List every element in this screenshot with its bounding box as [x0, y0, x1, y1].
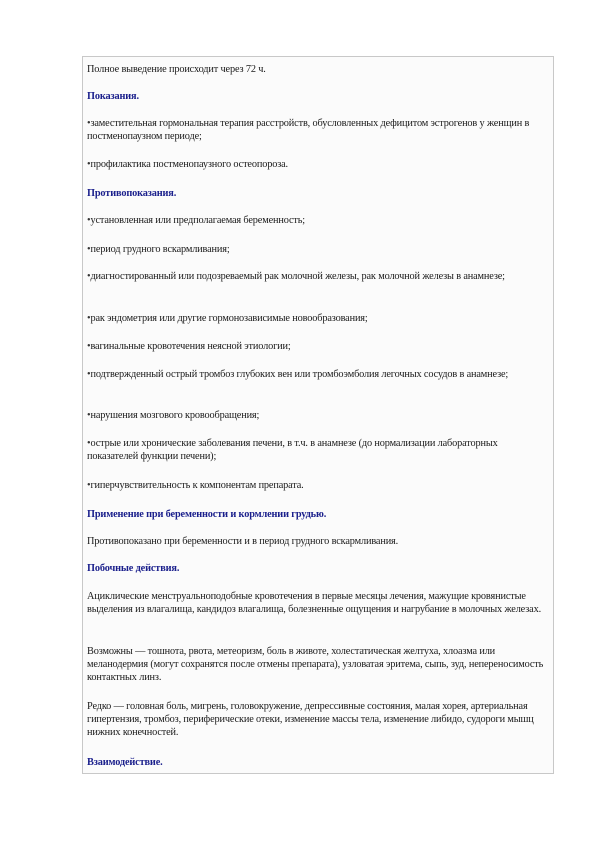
document-panel — [82, 56, 554, 774]
contraindication-item: •диагностированный или подозреваемый рак молочной железы, рак молочной железы в анамнезе; — [87, 271, 505, 282]
contraindication-item: •подтвержденный острый тромбоз глубоких вен или тромбоэмболия легочных сосудов в анамнезе; — [87, 369, 509, 380]
indication-item: •заместительная гормональная терапия расстройств, обусловленных дефицитом эстрогенов у женщин в постменопаузном периоде; — [87, 118, 530, 142]
contraindication-item: •нарушения мозгового кровообращения; — [87, 410, 260, 421]
bullet-icon: • — [87, 271, 91, 282]
contraindication-item: •рак эндометрия или другие гормонозависимые новообразования; — [87, 313, 368, 324]
bullet-icon: • — [87, 159, 91, 170]
indications-heading: Показания. — [87, 91, 139, 102]
side-effects-heading: Побочные действия. — [87, 563, 180, 574]
contraindications-heading: Противопоказания. — [87, 188, 177, 199]
pregnancy-text: Противопоказано при беременности и в период грудного вскармливания. — [87, 536, 399, 547]
interactions-heading: Взаимодействие. — [87, 757, 163, 768]
contraindication-item: •острые или хронические заболевания печени, в т.ч. в анамнезе (до нормализации лабораторных показателей функции печени); — [87, 438, 498, 462]
bullet-icon: • — [87, 410, 91, 421]
indication-item: •профилактика постменопаузного остеопороза. — [87, 159, 288, 170]
side-effects-paragraph: Возможны — тошнота, рвота, метеоризм, боль в животе, холестатическая желтуха, хлоазма или меланодермия (могут сохранятся после отмены препарата), узловатая эритема, сыпь, зуд, непереносимость контактных линз. — [87, 646, 544, 683]
contraindication-item: •вагинальные кровотечения неясной этиологии; — [87, 341, 291, 352]
bullet-icon: • — [87, 438, 91, 449]
bullet-icon: • — [87, 480, 91, 491]
contraindication-item: •гиперчувствительность к компонентам препарата. — [87, 480, 304, 491]
contraindication-item: •период грудного вскармливания; — [87, 244, 230, 255]
bullet-icon: • — [87, 244, 91, 255]
pregnancy-heading: Применение при беременности и кормлении грудью. — [87, 509, 327, 520]
side-effects-paragraph: Редко — головная боль, мигрень, головокружение, депрессивные состояния, малая хорея, артериальная гипертензия, тромбоз, периферические отеки, изменение массы тела, изменение либидо, судороги мышц нижних конечностей. — [87, 701, 534, 738]
bullet-icon: • — [87, 313, 91, 324]
contraindication-item: •установленная или предполагаемая беременность; — [87, 215, 305, 226]
bullet-icon: • — [87, 369, 91, 380]
bullet-icon: • — [87, 215, 91, 226]
lead-text: Полное выведение происходит через 72 ч. — [87, 64, 266, 75]
bullet-icon: • — [87, 341, 91, 352]
bullet-icon: • — [87, 118, 91, 129]
side-effects-paragraph: Ациклические менструальноподобные кровотечения в первые месяцы лечения, мажущие кровянистые выделения из влагалища, кандидоз влагалища, болезненные ощущения и нагрубание в молочных железах. — [87, 591, 541, 615]
